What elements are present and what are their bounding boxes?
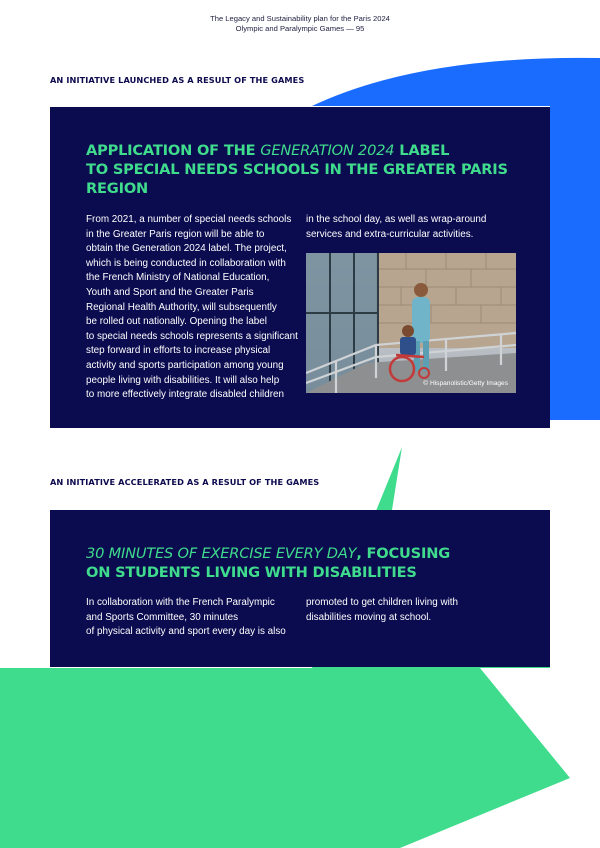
- paragraph-line: people living with disabilities. It will also help: [86, 374, 280, 386]
- paragraph-line: disabilities moving at school.: [306, 611, 432, 623]
- paragraph-line: step forward in efforts to increase physical: [86, 345, 271, 357]
- section2-column-2: [306, 596, 521, 625]
- section1-column-2: [306, 213, 521, 242]
- exercise-card: [50, 510, 550, 667]
- title-line-1: [86, 141, 526, 160]
- title-italic: 30 MINUTES OF EXERCISE EVERY DAY: [86, 545, 357, 562]
- title-line-1: [86, 544, 526, 563]
- title-line-3: REGION: [86, 180, 149, 197]
- title-line-2: TO SPECIAL NEEDS SCHOOLS IN THE GREATER PARIS: [86, 161, 508, 178]
- paragraph-line: Youth and Sport and the Greater Paris: [86, 286, 254, 298]
- paragraph-line: In collaboration with the French Paralympic: [86, 597, 275, 608]
- paragraph-line: be rolled out nationally. Opening the label: [86, 316, 267, 328]
- generation-2024-card: [50, 107, 550, 428]
- title-line-2: ON STUDENTS LIVING WITH DISABILITIES: [86, 564, 417, 581]
- paragraph-line: to more effectively integrate disabled children: [86, 389, 284, 401]
- section1-kicker: AN INITIATIVE LAUNCHED AS A RESULT OF THE GAMES: [50, 75, 305, 85]
- photo-illustration: [306, 253, 516, 393]
- paragraph-line: the French Ministry of National Education,: [86, 272, 270, 284]
- paragraph-line: in the Greater Paris region will be able to: [86, 228, 265, 240]
- paragraph-line: promoted to get children living with: [306, 597, 459, 608]
- paragraph-line: From 2021, a number of special needs schools: [86, 214, 292, 225]
- paragraph-line: Regional Health Authority, will subsequently: [86, 301, 277, 313]
- title-part-2: LABEL: [394, 142, 450, 159]
- section2-column-1: [86, 596, 301, 640]
- paragraph-line: to special needs schools represents a significant: [86, 330, 298, 342]
- wheelchair-photo: [306, 253, 516, 393]
- paragraph-line: which is being conducted in collaboration with: [86, 257, 286, 269]
- paragraph-line: services and extra-curricular activities.: [306, 228, 474, 240]
- page-header: [0, 14, 600, 34]
- header-line-1: The Legacy and Sustainability plan for the Paris 2024: [210, 14, 390, 23]
- generation-2024-title: [86, 141, 526, 198]
- photo-credit: © Hispanolistic/Getty Images: [423, 380, 508, 387]
- title-part-1: APPLICATION OF THE: [86, 142, 261, 159]
- paragraph-line: in the school day, as well as wrap-around: [306, 214, 487, 225]
- paragraph-line: of physical activity and sport every day is also: [86, 626, 286, 638]
- exercise-title: [86, 544, 526, 582]
- section1-column-1: [86, 213, 301, 403]
- green-wedge-shape: [0, 668, 570, 848]
- paragraph-line: activity and sports participation among young: [86, 359, 284, 371]
- title-italic: GENERATION 2024: [260, 142, 395, 159]
- title-part-2: , FOCUSING: [356, 545, 451, 562]
- section2-kicker: AN INITIATIVE ACCELERATED AS A RESULT OF THE GAMES: [50, 477, 320, 487]
- header-line-2: Olympic and Paralympic Games — 95: [235, 24, 365, 33]
- paragraph-line: and Sports Committee, 30 minutes: [86, 611, 239, 623]
- paragraph-line: obtain the Generation 2024 label. The project,: [86, 243, 287, 255]
